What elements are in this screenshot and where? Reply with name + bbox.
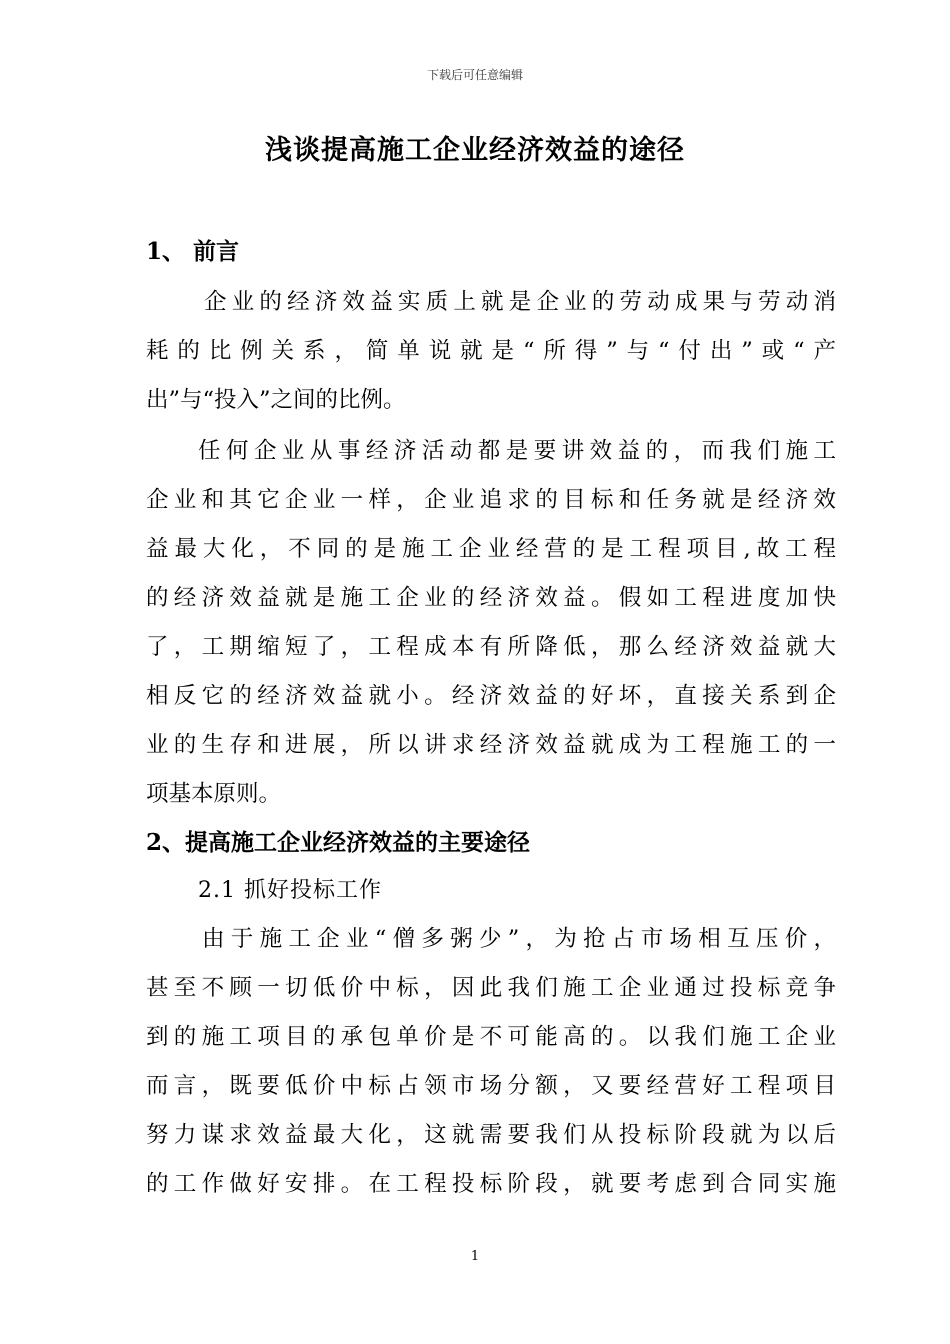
- document-body: [146, 228, 836, 1209]
- page-number: 1: [470, 1249, 480, 1264]
- text-line: 任何企业从事经济活动都是要讲效益的，而我们施工: [198, 438, 836, 464]
- section-heading-main-approaches: 2、提高施工企业经济效益的主要途径: [146, 829, 531, 856]
- text-line: 由于施工企业“僧多粥少”，为抢占市场相互压价，: [202, 926, 836, 952]
- text-line: 相反它的经济效益就小。经济效益的好坏，直接关系到企: [146, 683, 836, 709]
- text-line: 的经济效益就是施工企业的经济效益。假如工程进度加快: [146, 585, 836, 611]
- text-line: 到的施工项目的承包单价是不可能高的。以我们施工企业: [146, 1024, 836, 1050]
- text-line: 而言，既要低价中标占领市场分额，又要经营好工程项目: [146, 1073, 836, 1099]
- paragraph-bidding-1: [146, 915, 836, 1209]
- text-line: 了，工期缩短了，工程成本有所降低，那么经济效益就大: [146, 634, 836, 660]
- paragraph-preface-2: [146, 427, 836, 819]
- text-line: 的工作做好安排。在工程投标阶段，就要考虑到合同实施: [146, 1171, 836, 1197]
- paragraph-preface-1: [146, 278, 836, 425]
- text-line: 项基本原则。: [146, 781, 282, 807]
- text-line: 耗的比例关系，简单说就是“所得”与“付出”或“产: [146, 338, 836, 364]
- document-title: 浅谈提高施工企业经济效益的途径: [265, 135, 685, 166]
- text-line: 努力谋求效益最大化，这就需要我们从投标阶段就为以后: [146, 1122, 836, 1148]
- section-heading-preface: 1、 前言: [146, 238, 240, 265]
- text-line: 企业的经济效益实质上就是企业的劳动成果与劳动消: [204, 289, 836, 315]
- subsection-heading-bidding: 2.1 抓好投标工作: [198, 878, 382, 903]
- text-line: 甚至不顾一切低价中标，因此我们施工企业通过投标竞争: [146, 975, 836, 1001]
- text-line: 益最大化，不同的是施工企业经营的是工程项目,故工程: [146, 536, 836, 562]
- text-line: 业的生存和进展，所以讲求经济效益就成为工程施工的一: [146, 732, 836, 758]
- text-line: 出”与“投入”之间的比例。: [146, 387, 406, 413]
- header-note: 下载后可任意编辑: [426, 68, 523, 82]
- text-line: 企业和其它企业一样，企业追求的目标和任务就是经济效: [146, 487, 836, 513]
